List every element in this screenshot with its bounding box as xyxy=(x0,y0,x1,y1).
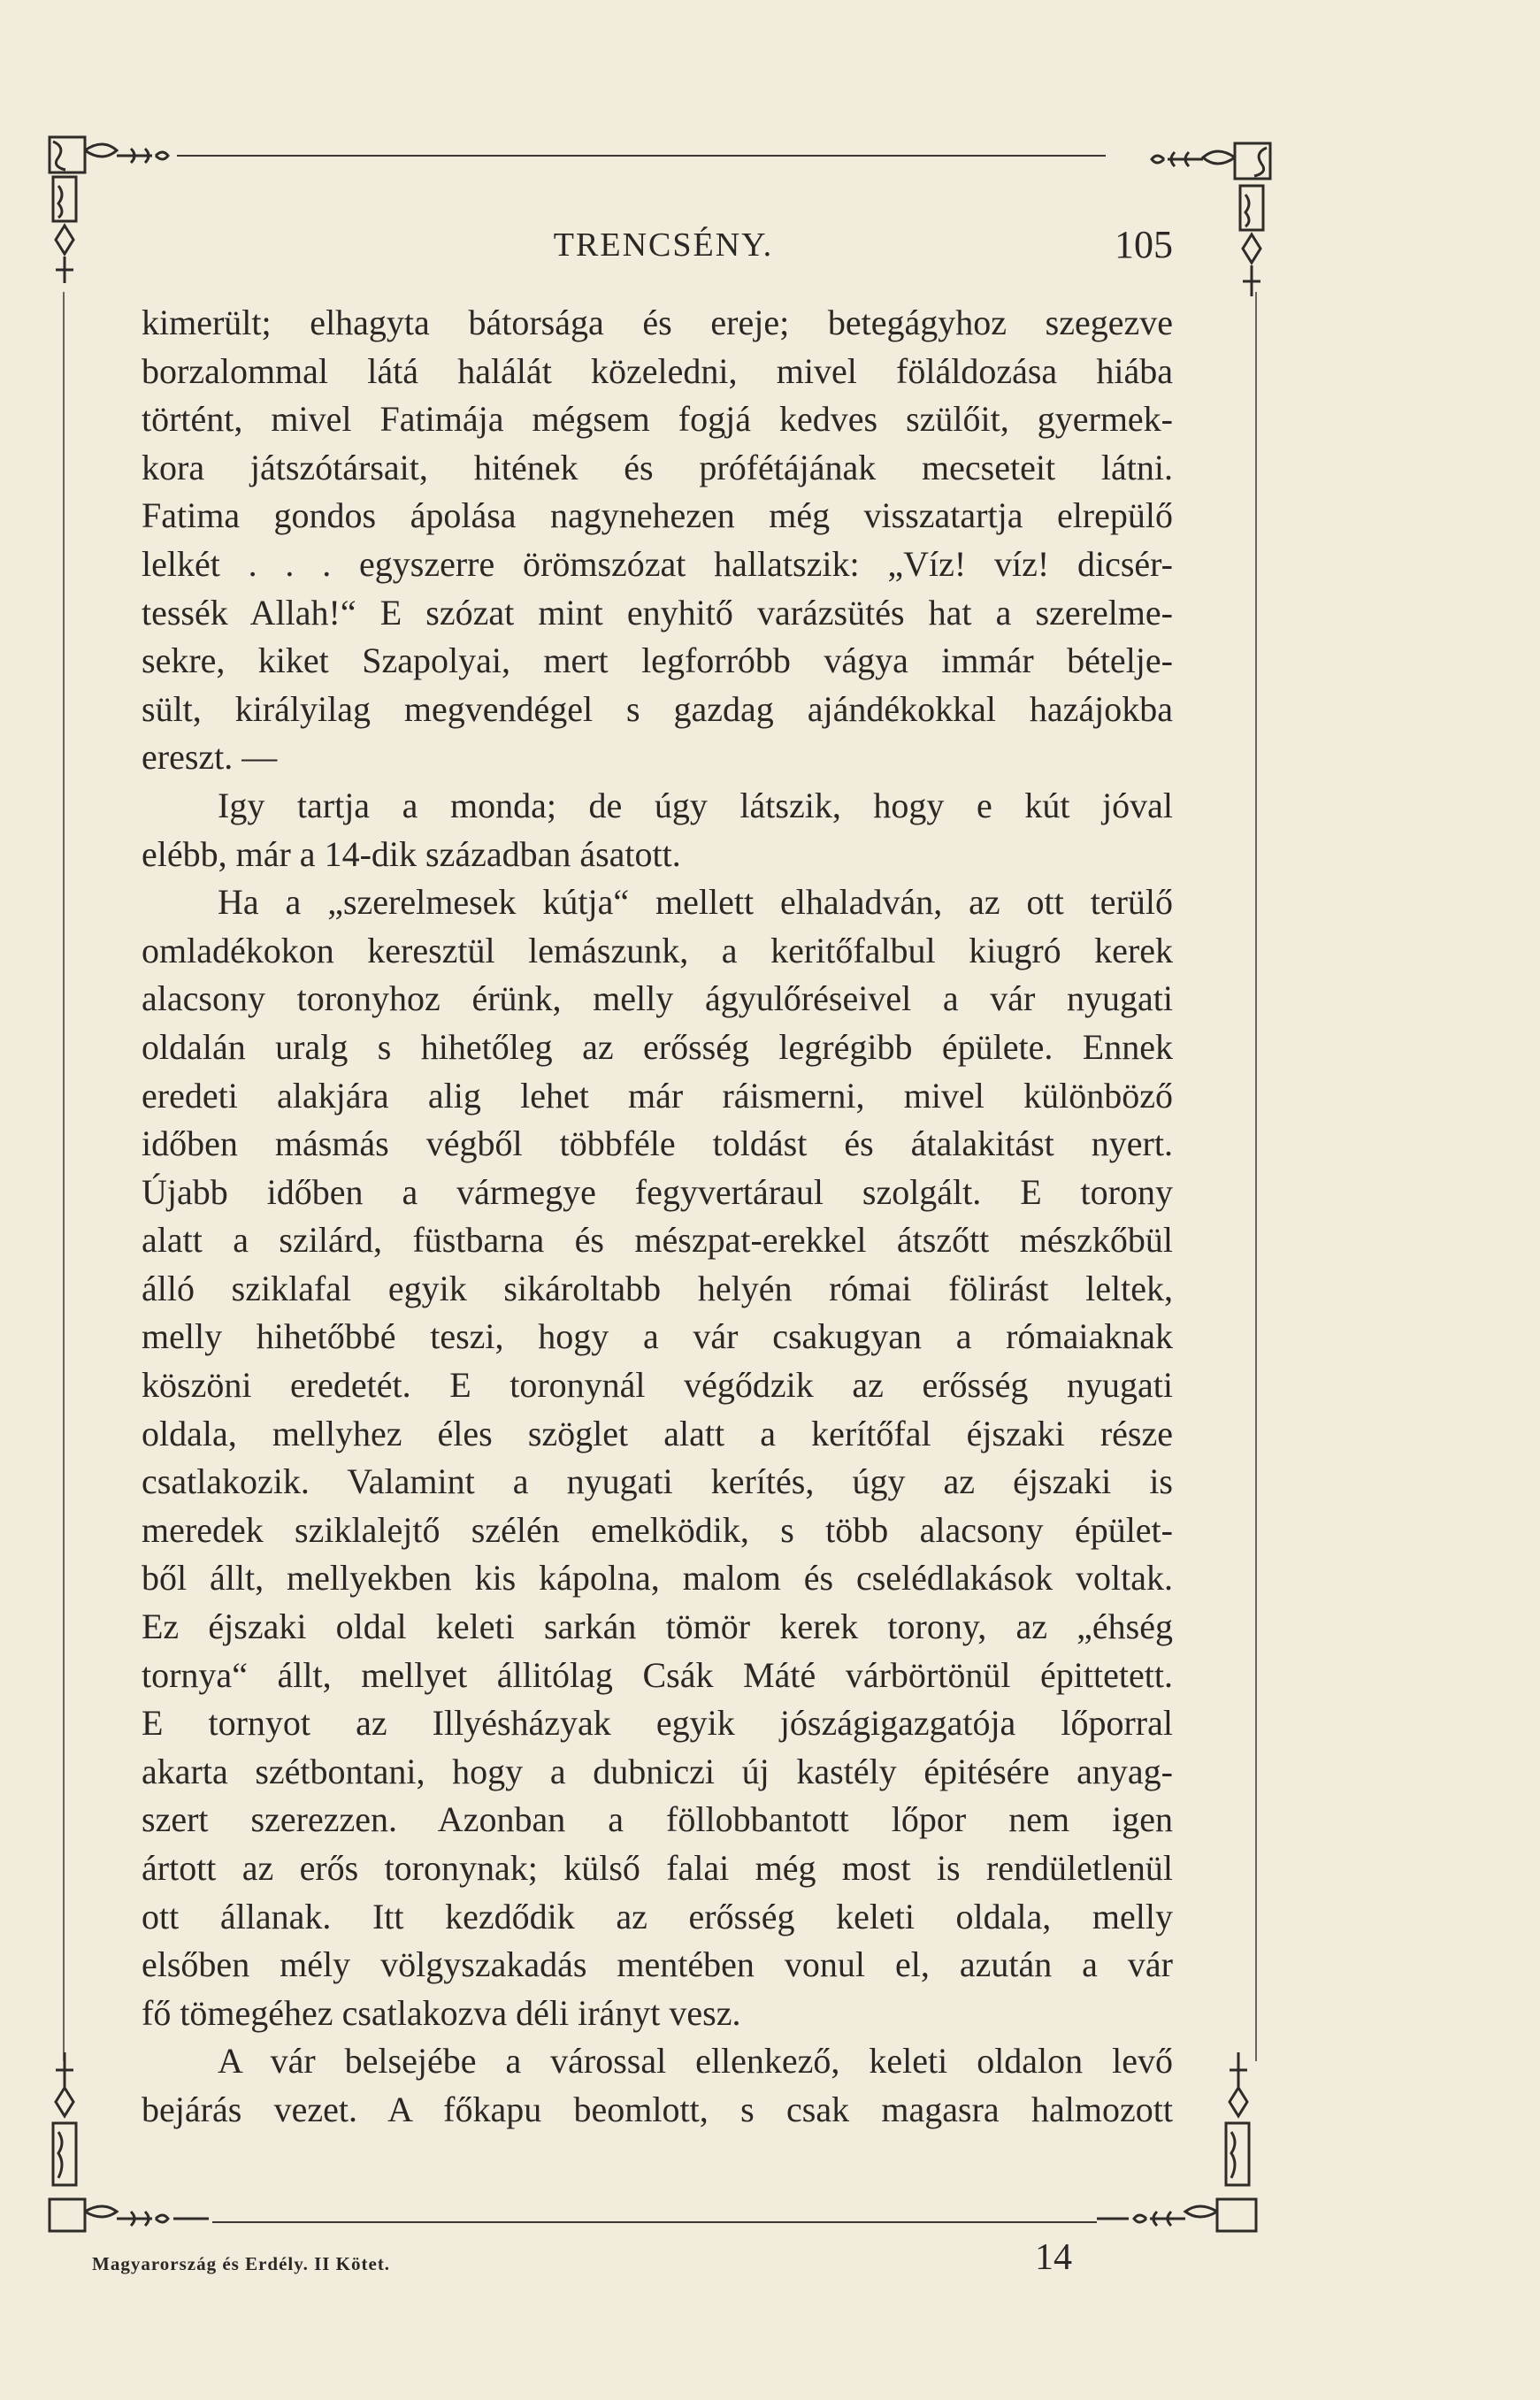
text-line: történt, mivel Fatimája mégsem fogjá kedves szülőit, gyermek- xyxy=(142,399,1173,440)
paragraph-start-line: Ha a „szerelmesek kútja“ mellett elhaladván, az ott terülő xyxy=(218,882,1173,923)
page-number: 105 xyxy=(1115,223,1173,266)
text-line: tornya“ állt, mellyet állitólag Csák Máté várbörtönül épittetett. xyxy=(142,1654,1173,1695)
text-line: ártott az erős toronynak; külső falai még most is rendületlenül xyxy=(142,1848,1173,1888)
text-line: melly hihetőbbé teszi, hogy a vár csakugyan a rómaiaknak xyxy=(142,1316,1173,1357)
paragraph-start-line: Igy tartja a monda; de úgy látszik, hogy e kút jóval xyxy=(218,785,1173,825)
text-line: álló sziklafal egyik sikároltabb helyén római fölirást leltek, xyxy=(142,1268,1173,1308)
text-line: szert szerezzen. Azonban a föllobbantott lőpor nem igen xyxy=(142,1799,1173,1840)
text-line: alacsony toronyhoz érünk, melly ágyulőréseivel a vár nyugati xyxy=(142,978,1173,1019)
text-line: E tornyot az Illyésházyak egyik jószágigazgatója lőporral xyxy=(142,1703,1173,1744)
text-line: lelkét . . . egyszerre örömszózat hallatszik: „Víz! víz! dicsér- xyxy=(142,543,1173,584)
text-line: borzalommal látá halálát közeledni, mivel föláldozása hiába xyxy=(142,350,1173,391)
text-line: csatlakozik. Valamint a nyugati kerítés, úgy az éjszaki is xyxy=(142,1461,1173,1502)
text-line: köszöni eredetét. E toronynál végődzik az erősség nyugati xyxy=(142,1365,1173,1406)
text-line: ereszt. — xyxy=(142,737,278,778)
text-line: eredeti alakjára alig lehet már ráismerni, mivel különböző xyxy=(142,1075,1173,1116)
footer-publication: Magyarország és Erdély. II Kötet. xyxy=(92,2253,391,2274)
footer-signature-mark: 14 xyxy=(1035,2237,1072,2278)
text-line: oldalán uralg s hihetőleg az erősség legrégibb épülete. Ennek xyxy=(142,1026,1173,1067)
text-line: elébb, már a 14-dik században ásatott. xyxy=(142,833,681,874)
text-line: alatt a szilárd, füstbarna és mészpat-erekkel átszőtt mészkőbül xyxy=(142,1220,1173,1261)
paragraph-start-line: A vár belsejébe a várossal ellenkező, keleti oldalon levő xyxy=(218,2041,1173,2082)
text-line: ott állanak. Itt kezdődik az erősség keleti oldala, melly xyxy=(142,1896,1173,1936)
text-line: akarta szétbontani, hogy a dubniczi új kastély épitésére anyag- xyxy=(142,1751,1173,1791)
body-text xyxy=(142,299,1173,2135)
text-line: sekre, kiket Szapolyai, mert legforróbb vágya immár bételje- xyxy=(142,640,1173,681)
text-line: kora játszótársait, hitének és prófétájának mecseteit látni. xyxy=(142,447,1173,487)
text-line: Ez éjszaki oldal keleti sarkán tömör kerek torony, az „éhség xyxy=(142,1606,1173,1647)
text-line: ből állt, mellyekben kis kápolna, malom és cselédlakások voltak. xyxy=(142,1558,1173,1599)
text-line: bejárás vezet. A főkapu beomlott, s csak magasra halmozott xyxy=(142,2089,1173,2129)
text-line: meredek sziklalejtő szélén emelködik, s több alacsony épület- xyxy=(142,1509,1173,1550)
text-line: Újabb időben a vármegye fegyvertáraul szolgált. E torony xyxy=(142,1171,1173,1212)
text-line: oldala, mellyhez éles szöglet alatt a kerítőfal éjszaki része xyxy=(142,1413,1173,1453)
text-line: sült, királyilag megvendégel s gazdag ajándékokkal hazájokba xyxy=(142,688,1173,729)
text-line: kimerült; elhagyta bátorsága és ereje; betegágyhoz szegezve xyxy=(142,303,1173,342)
text-line: fő tömegéhez csatlakozva déli irányt vesz. xyxy=(142,1992,741,2033)
text-line: elsőben mély völgyszakadás mentében vonul el, azután a vár xyxy=(142,1944,1173,1985)
text-line: tessék Allah!“ E szózat mint enyhitő varázsütés hat a szerelme- xyxy=(142,592,1173,633)
text-line: omladékokon keresztül lemászunk, a keritőfalbul kiugró kerek xyxy=(142,930,1173,970)
text-line: Fatima gondos ápolása nagynehezen még visszatartja elrepülő xyxy=(142,495,1173,536)
text-line: időben másmás végből többféle toldást és átalakitást nyert. xyxy=(142,1123,1173,1164)
running-title: TRENCSÉNY. xyxy=(553,226,774,264)
page-header xyxy=(142,223,1185,279)
